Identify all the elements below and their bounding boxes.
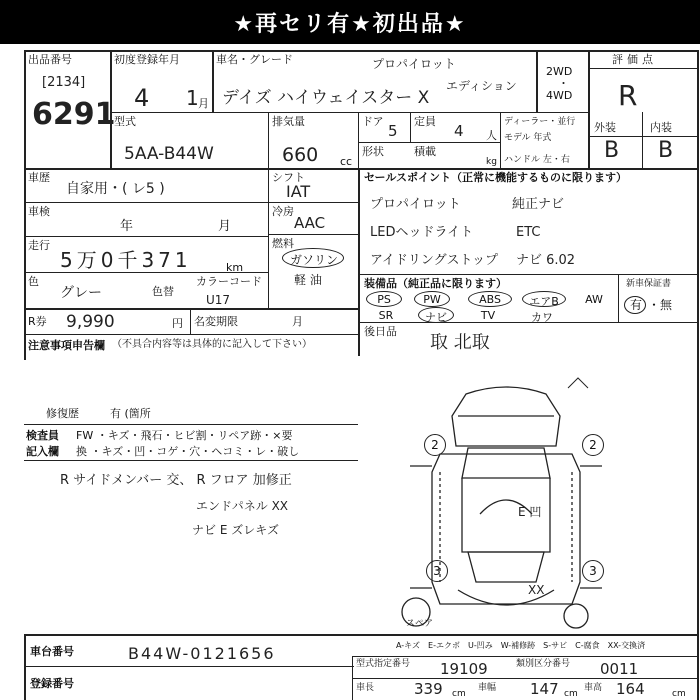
drive-2wd: 2WD (546, 65, 573, 78)
chassis-label: 車台番号 (30, 645, 74, 658)
drive-4wd: 4WD (546, 89, 573, 102)
history-label: 車歴 (28, 171, 50, 184)
recycle-value: 9,990 (66, 312, 115, 332)
name-change-label: 名変期限 (194, 315, 238, 328)
rear-value: 取 北取 (430, 332, 490, 353)
length-value: 339 (414, 680, 443, 698)
damage-marker-4: 3 (582, 560, 604, 582)
yen-unit: 円 (172, 317, 183, 330)
displacement-value: 660 (282, 144, 319, 166)
equip-navi: ナビ (425, 311, 447, 324)
load-label: 積載 (414, 145, 436, 158)
fuel-light: 軽 油 (294, 273, 322, 287)
color-code-label: カラーコード (196, 275, 262, 288)
damage-xx: XX (528, 583, 545, 597)
km-unit: km (226, 261, 244, 274)
shift-value: IAT (286, 182, 311, 201)
height-label: 車高 (584, 683, 603, 693)
sales-3: LEDヘッドライト (370, 225, 474, 240)
model-label: 型式 (114, 115, 136, 128)
month-unit2: 月 (218, 219, 232, 234)
month-unit3: 月 (292, 315, 303, 328)
equip-sr: SR (378, 309, 394, 322)
width-label: 車幅 (478, 683, 497, 693)
fuel-gas: ガソリン (290, 253, 339, 267)
banner-title: ★再セリ有★初出品★ (0, 0, 700, 44)
damage-legend: A-キズ E-エクボ U-凹み W-補修跡 S-サビ C-腐食 XX-交換済 (396, 641, 646, 650)
warranty-label: 新車保証書 (626, 279, 672, 289)
inspection-note-3: ナビ E ズレキズ (192, 523, 279, 537)
length-label: 車長 (356, 683, 375, 693)
notes-sub: （不具合内容等は具体的に記入して下さい） (112, 339, 312, 350)
inspection-label: 車検 (28, 205, 50, 218)
lot-label: 出品番号 (28, 53, 72, 66)
inspection-note-1: R サイドメンバー 交、 R フロア 加修正 (60, 473, 292, 488)
damage-e: E 凹 (518, 505, 542, 519)
width-value: 147 (530, 680, 559, 698)
recycle-label: R券 (28, 315, 47, 328)
height-unit: cm (672, 689, 686, 699)
car-damage-diagram (396, 376, 616, 634)
equip-airbag: エアB (529, 295, 559, 308)
int-label: 内装 (650, 121, 672, 134)
sales-4: ETC (516, 225, 541, 240)
sales-6: ナビ 6.02 (516, 253, 576, 268)
car-name-label: 車名・グレード (216, 53, 293, 66)
grade-line2: エディション (446, 79, 517, 93)
first-reg-label: 初度登録年月 (114, 53, 180, 66)
rear-label: 後日品 (364, 325, 397, 338)
lot-sub: [2134] (42, 75, 86, 90)
mileage-label: 走行 (28, 239, 50, 252)
warranty-yes: 有 (630, 298, 643, 312)
sales-5: アイドリングストップ (370, 253, 499, 268)
repair-value: 有 (箇所 (110, 407, 151, 420)
color-value: グレー (60, 285, 102, 301)
aircon-value: AAC (294, 214, 326, 232)
sales-2: 純正ナビ (512, 197, 565, 212)
mileage-value: 5万0千371 (60, 248, 192, 272)
equip-label: 装備品（純正品に限ります） (364, 277, 507, 290)
reg-year: 4 (134, 84, 150, 112)
drive-dot: ・ (558, 77, 569, 90)
writer-label: 記入欄 (26, 445, 59, 458)
length-unit: cm (452, 689, 466, 699)
capacity-value: 4 (454, 122, 464, 140)
dealer-label: ディーラー・並行 (504, 117, 576, 127)
color-label: 色 (28, 275, 39, 288)
spare-label: スペア (406, 619, 434, 629)
color2-label: 色替 (152, 285, 174, 298)
year-unit: 年 (120, 219, 134, 234)
kg-unit: kg (486, 157, 497, 167)
equip-pw: PW (423, 293, 441, 306)
equip-ps: PS (377, 293, 391, 306)
shape-label: 形状 (362, 145, 384, 158)
warranty-no: ・無 (648, 298, 673, 312)
inspector-label: 検査員 (26, 429, 59, 442)
cc-unit: cc (340, 155, 353, 168)
displacement-label: 排気量 (272, 115, 305, 128)
door-label: ドア (362, 115, 384, 128)
grade-line1: プロパイロット (372, 57, 456, 71)
history-value: 自家用・( レ5 ) (66, 181, 165, 197)
damage-marker-2: 2 (582, 434, 604, 456)
legend-line2: 換 ・キズ・凹・コゲ・穴・ヘコミ・レ・破し (76, 445, 300, 458)
door-value: 5 (388, 122, 398, 140)
chassis-value: B44W-0121656 (128, 644, 276, 663)
aircon-label: 冷房 (272, 205, 294, 218)
height-value: 164 (616, 680, 645, 698)
type-cert-value: 19109 (440, 660, 488, 678)
equip-tv: TV (480, 309, 496, 322)
equip-aw: AW (585, 293, 603, 306)
class-value: 0011 (600, 660, 639, 678)
sales-label: セールスポイント（正常に機能するものに限ります） (364, 171, 628, 184)
equip-abs: ABS (479, 293, 501, 306)
month-unit: 月 (198, 97, 209, 110)
car-name: デイズ ハイウェイスター X (222, 88, 430, 108)
repair-label: 修復歴 (46, 407, 79, 420)
legend-line1: FW ・キズ・飛石・ヒビ割・リペア跡・×要 (76, 429, 293, 442)
model-value: 5AA-B44W (124, 144, 214, 164)
class-label: 類別区分番号 (516, 659, 571, 669)
width-unit: cm (564, 689, 578, 699)
shift-label: シフト (272, 171, 305, 184)
sales-1: プロパイロット (370, 197, 461, 212)
ext-label: 外装 (594, 121, 616, 134)
color-code-value: U17 (206, 293, 231, 307)
person-unit: 人 (486, 129, 497, 142)
damage-marker-3: 3 (426, 560, 448, 582)
int-grade: B (658, 138, 674, 163)
rating-value: R (618, 79, 638, 112)
damage-marker-1: 2 (424, 434, 446, 456)
inspection-note-2: エンドパネル XX (196, 499, 289, 513)
ext-grade: B (604, 138, 620, 163)
rating-label: 評価点 (612, 53, 657, 66)
handle-label: ハンドル 左・右 (504, 155, 570, 165)
reg-no-label: 登録番号 (30, 677, 74, 690)
capacity-label: 定員 (414, 115, 436, 128)
type-cert-label: 型式指定番号 (356, 659, 411, 669)
fuel-label: 燃料 (272, 237, 294, 250)
lot-number: 6291 (32, 97, 116, 132)
equip-leather: カワ (531, 311, 553, 324)
reg-month: 1 (186, 86, 199, 110)
model-year-label: モデル 年式 (504, 133, 552, 143)
notes-label: 注意事項申告欄 (28, 339, 105, 352)
